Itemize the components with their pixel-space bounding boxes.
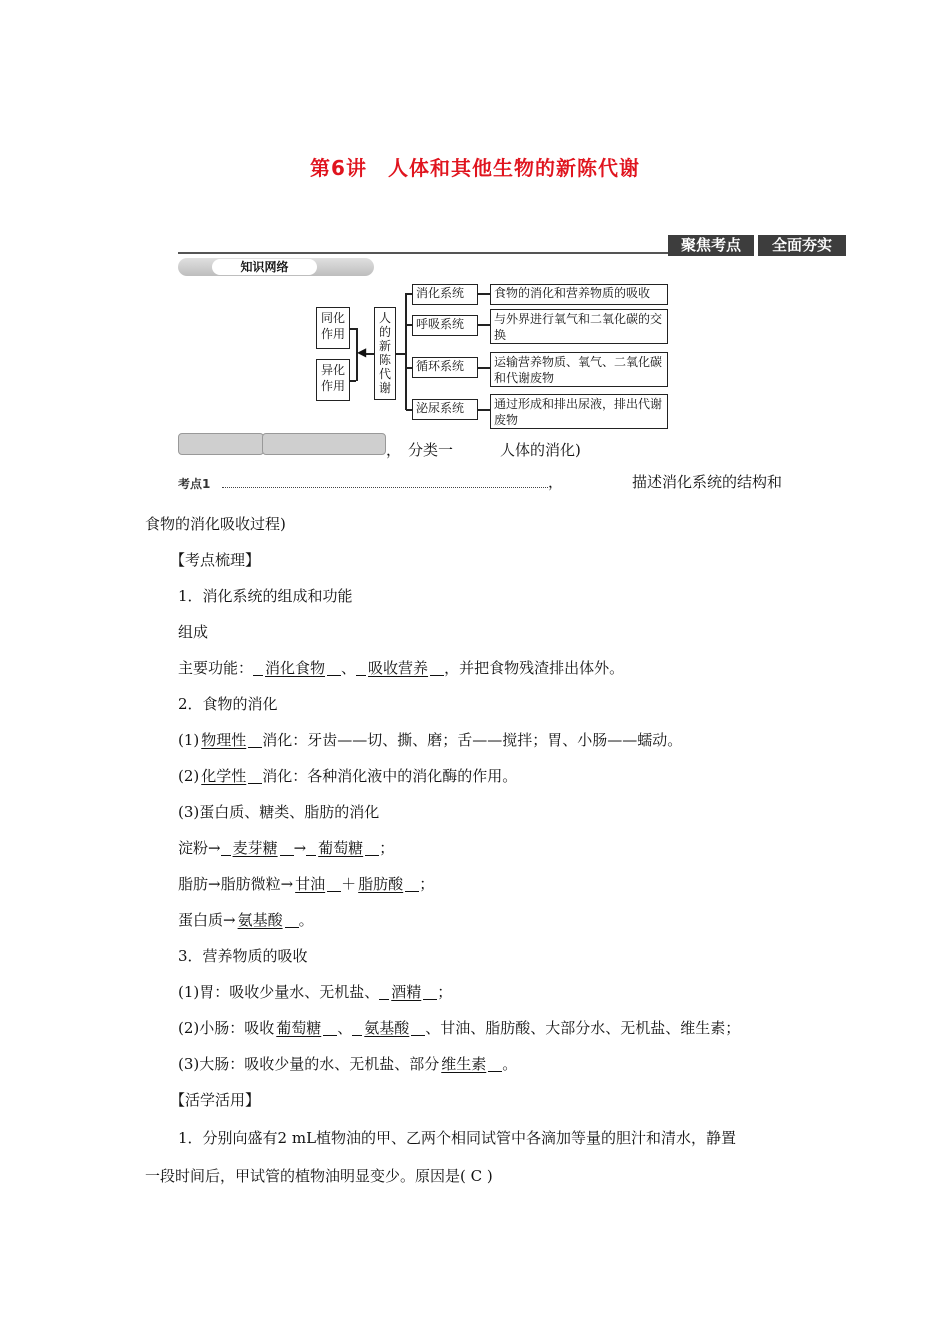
heading-apply: 【活学活用】 [170,1091,261,1109]
circulatory-system-box: 循环系统 [412,357,478,378]
banner-line [178,252,668,254]
assimilation-box: 同化作用 [316,307,350,349]
answer: 脂肪酸 [358,875,404,893]
s2-title: 2．食物的消化 [178,695,278,713]
s1-title: 1．消化系统的组成和功能 [178,587,353,605]
section-tab-right [262,433,386,455]
kaodian-label: 考点1 [178,477,211,491]
digestive-desc-box: 食物的消化和营养物质的吸收 [490,284,668,305]
section-tab-left [178,433,264,455]
digestive-system-box: 消化系统 [412,284,478,305]
s2-physical: (1) 物理性 消化：牙齿——切、撕、磨；舌——搅拌；胃、小肠——蠕动。 [178,731,683,749]
answer: 消化食物 [265,659,326,677]
heading-review: 【考点梳理】 [170,551,261,569]
s2-fat: 脂肪→脂肪微粒→ 甘油 ＋ 脂肪酸 ； [178,875,435,893]
s1-function: 主要功能： 消化食物 、 吸收营养 ，并把食物残渣排出体外。 [178,659,625,677]
urinary-desc-box: 通过形成和排出尿液，排出代谢废物 [490,394,668,429]
answer: 物理性 [201,731,247,749]
circulatory-desc-box: 运输营养物质、氧气、二氧化碳和代谢废物 [490,352,668,387]
metabolism-box: 人的新陈代谢 [374,307,396,400]
question-1-line2: 一段时间后，甲试管的植物油明显变少。原因是( C ) [145,1167,493,1185]
answer: 酒精 [391,983,422,1001]
s2-p3: (3)蛋白质、糖类、脂肪的消化 [178,803,380,821]
connector [405,293,407,410]
answer: 化学性 [201,767,247,785]
s2-chemical: (2) 化学性 消化：各种消化液中的消化酶的作用。 [178,767,518,785]
s1-composition: 组成 [178,623,209,641]
connector [478,324,490,326]
answer: 甘油 [295,875,326,893]
s3-stomach: (1)胃：吸收少量水、无机盐、 酒精 ； [178,983,453,1001]
s3-title: 3．营养物质的吸收 [178,947,308,965]
answer: 吸收营养 [368,659,429,677]
kaodian-comma: ， [548,473,564,491]
answer: 维生素 [441,1055,487,1073]
s3-large-intestine: (3)大肠：吸收少量的水、无机盐、部分 维生素 。 [178,1055,518,1073]
banner-solid: 全面夯实 [758,235,846,256]
urinary-system-box: 泌尿系统 [412,399,478,420]
page-title: 第6讲 人体和其他生物的新陈代谢 [310,156,640,180]
s3-small-intestine: (2)小肠：吸收 葡萄糖 、 氨基酸 、甘油、脂肪酸、大部分水、无机盐、维生素； [178,1019,741,1037]
answer: 氨基酸 [364,1019,410,1037]
arrow-left-icon: ◀ [357,345,367,359]
kaodian-text1: 描述消化系统的结构和 [632,473,783,491]
section-topic: 人体的消化) [500,441,581,459]
question-1-line1: 1．分别向盛有2 mL植物油的甲、乙两个相同试管中各滴加等量的胆汁和清水，静置 [178,1129,737,1147]
knowledge-label: 知识网络 [212,259,317,275]
respiratory-desc-box: 与外界进行氧气和二氧化碳的交换 [490,309,668,344]
answer: 葡萄糖 [276,1019,322,1037]
connector [478,367,490,369]
kaodian-text2: 食物的消化吸收过程) [145,515,286,533]
respiratory-system-box: 呼吸系统 [412,315,478,336]
connector [478,409,490,411]
dotted-line [222,486,548,488]
banner-focus: 聚焦考点 [668,235,754,256]
s2-protein: 蛋白质→ 氨基酸 。 [178,911,314,929]
answer: 葡萄糖 [318,839,364,857]
answer: 麦芽糖 [232,839,278,857]
connector [366,353,374,355]
dissimilation-box: 异化作用 [316,359,350,401]
s2-starch: 淀粉→ 麦芽糖 → 葡萄糖 ； [178,839,395,857]
section-comma: ， [386,441,402,459]
section-category: 分类一 [408,441,454,459]
answer: 氨基酸 [237,911,283,929]
connector [478,293,490,295]
